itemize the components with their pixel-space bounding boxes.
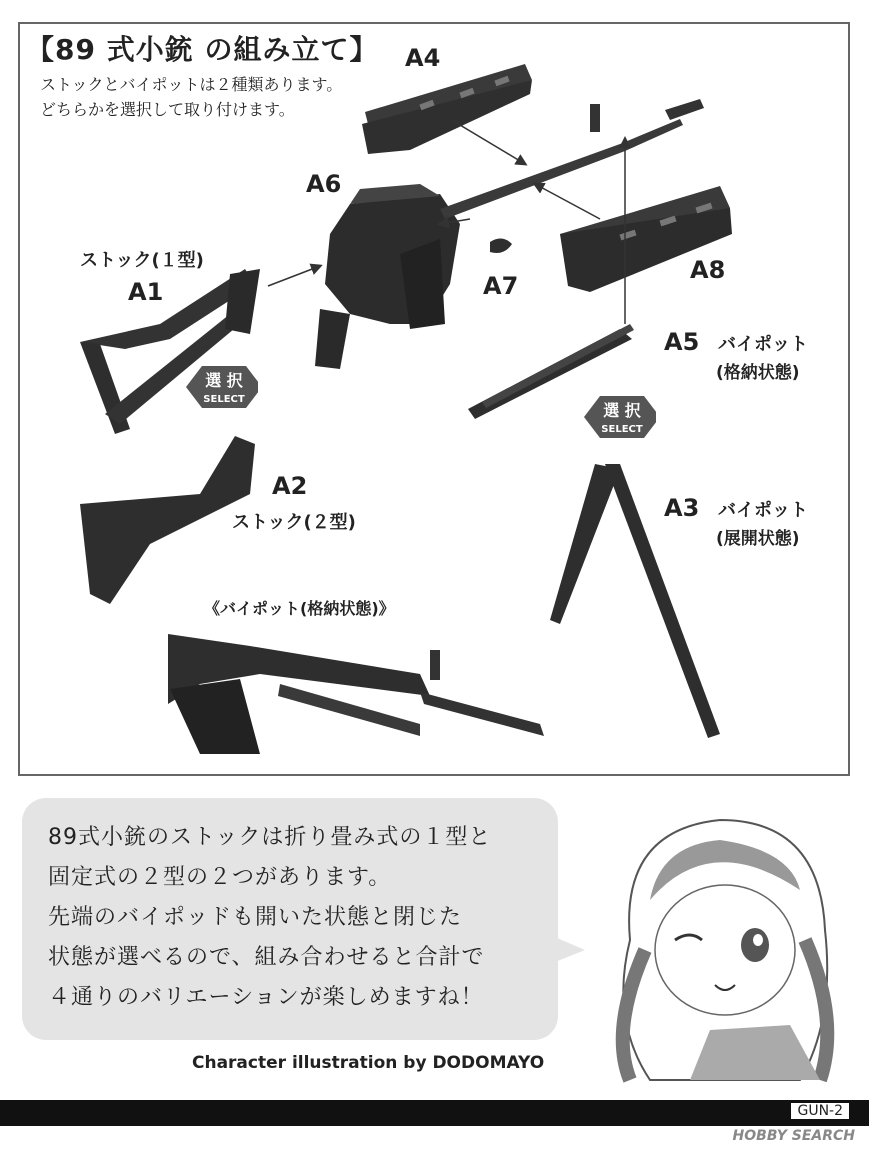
inset-caption: 《バイポット(格納状態)》 bbox=[204, 599, 395, 618]
part-a2-fixed-stock bbox=[80, 436, 255, 604]
label-a6: A6 bbox=[306, 170, 342, 198]
watermark: HOBBY SEARCH bbox=[732, 1128, 855, 1144]
arrow-a8 bbox=[535, 184, 600, 219]
intro-line: ストックとバイポットは２種類あります。 bbox=[40, 75, 343, 94]
page-code: GUN-2 bbox=[791, 1103, 849, 1119]
label-a3: A3 bbox=[664, 494, 700, 522]
badge-main: 選 択 bbox=[603, 401, 641, 420]
page-title: 【89 式小銃 の組み立て】 bbox=[26, 33, 379, 66]
inset-photo-bipod-folded bbox=[168, 614, 548, 754]
bubble-text bbox=[48, 818, 491, 1018]
footer-bar bbox=[0, 1100, 869, 1126]
label-a1-name: ストック(１型) bbox=[80, 250, 204, 271]
illustration-credit: Character illustration by DODOMAYO bbox=[192, 1053, 545, 1073]
badge-sub: SELECT bbox=[203, 394, 245, 405]
arrow-a4 bbox=[450, 119, 525, 164]
label-a7: A7 bbox=[483, 272, 519, 300]
badge-sub: SELECT bbox=[601, 424, 643, 435]
character-illustration bbox=[590, 790, 860, 1090]
label-a5: A5 bbox=[664, 328, 700, 356]
bubble-line: 89式小銃のストックは折り畳み式の１型と bbox=[48, 825, 492, 850]
label-a8: A8 bbox=[690, 256, 726, 284]
bubble-tail bbox=[550, 930, 590, 970]
select-badge-bipod bbox=[584, 392, 656, 442]
bubble-line: 先端のバイポッドも開いた状態と閉じた bbox=[48, 905, 463, 930]
bubble-line: 固定式の２型の２つがあります。 bbox=[48, 865, 392, 890]
label-a4: A4 bbox=[405, 44, 441, 72]
label-a3-name: バイポット bbox=[718, 500, 808, 521]
intro-line: どちらかを選択して取り付けます。 bbox=[40, 100, 295, 119]
select-badge-stock bbox=[186, 362, 258, 412]
badge-main: 選 択 bbox=[205, 371, 243, 390]
label-a2-name: ストック(２型) bbox=[232, 512, 356, 533]
label-a1: A1 bbox=[128, 278, 164, 306]
label-a5-state: (格納状態) bbox=[716, 363, 800, 383]
label-a5-name: バイポット bbox=[718, 334, 808, 355]
part-a4-handguard bbox=[362, 64, 532, 154]
label-a2: A2 bbox=[272, 472, 308, 500]
part-a7 bbox=[490, 238, 512, 253]
arrow-a1 bbox=[268, 266, 320, 286]
rifle-diagram bbox=[20, 24, 848, 774]
bubble-line: 状態が選べるので、組み合わせると合計で bbox=[48, 945, 485, 970]
bubble-line: ４通りのバリエーションが楽しめますね！ bbox=[48, 985, 484, 1010]
label-a3-state: (展開状態) bbox=[716, 529, 800, 549]
